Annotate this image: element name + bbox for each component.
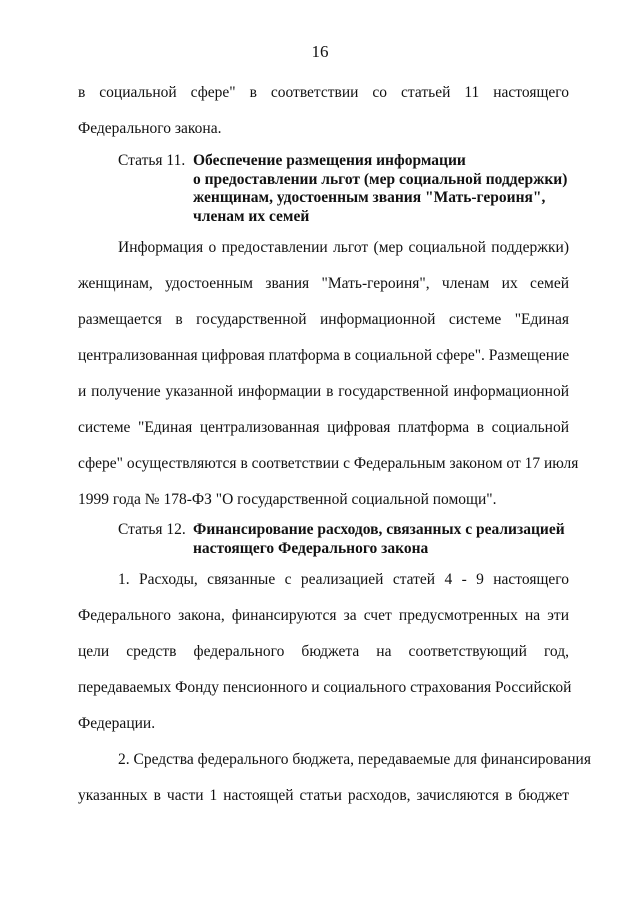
article-12-title bbox=[193, 521, 565, 558]
text-line: системе "Единая централизованная цифровая платформа в социальной bbox=[78, 419, 569, 436]
text-line: сфере" осуществляются в соответствии с Федеральным законом от 17 июля bbox=[78, 455, 579, 472]
text-line: Федерального закона. bbox=[78, 120, 222, 137]
article-11-label: Статья 11. bbox=[118, 152, 186, 169]
article-title-line: членам их семей bbox=[193, 207, 310, 225]
text-line: размещается в государственной информационной системе "Единая bbox=[78, 311, 569, 328]
text-line: Федерального закона, финансируются за счет предусмотренных на эти bbox=[78, 607, 569, 624]
article-11-title bbox=[193, 152, 567, 226]
text-line: передаваемых Фонду пенсионного и социального страхования Российской bbox=[78, 679, 572, 696]
text-line: женщинам, удостоенным звания "Мать-героиня", членам их семей bbox=[78, 275, 569, 292]
page-number: 16 bbox=[311, 42, 329, 61]
article-title-line: женщинам, удостоенным звания "Мать-героиня", bbox=[193, 189, 546, 206]
text-line: 1. Расходы, связанные с реализацией статей 4 - 9 настоящего bbox=[118, 571, 569, 588]
article-title-line: Обеспечение размещения информации bbox=[193, 152, 466, 169]
text-line: централизованная цифровая платформа в социальной сфере". Размещение bbox=[78, 347, 570, 364]
text-line: указанных в части 1 настоящей статьи расходов, зачисляются в бюджет bbox=[78, 787, 569, 804]
text-line: 2. Средства федерального бюджета, передаваемые для финансирования bbox=[118, 751, 591, 768]
article-title-line: настоящего Федерального закона bbox=[193, 539, 429, 557]
text-line: 1999 года № 178-ФЗ "О государственной социальной помощи". bbox=[78, 491, 497, 508]
text-line: и получение указанной информации в государственной информационной bbox=[78, 383, 569, 400]
text-line: в социальной сфере" в соответствии со статьей 11 настоящего bbox=[78, 84, 569, 101]
text-line: цели средств федерального бюджета на соответствующий год, bbox=[78, 643, 569, 660]
text-line: Федерации. bbox=[78, 715, 156, 732]
article-12-label: Статья 12. bbox=[118, 521, 186, 538]
article-title-line: Финансирование расходов, связанных с реализацией bbox=[193, 521, 565, 538]
text-line: Информация о предоставлении льгот (мер социальной поддержки) bbox=[118, 239, 569, 256]
article-title-line: о предоставлении льгот (мер социальной поддержки) bbox=[193, 170, 568, 188]
